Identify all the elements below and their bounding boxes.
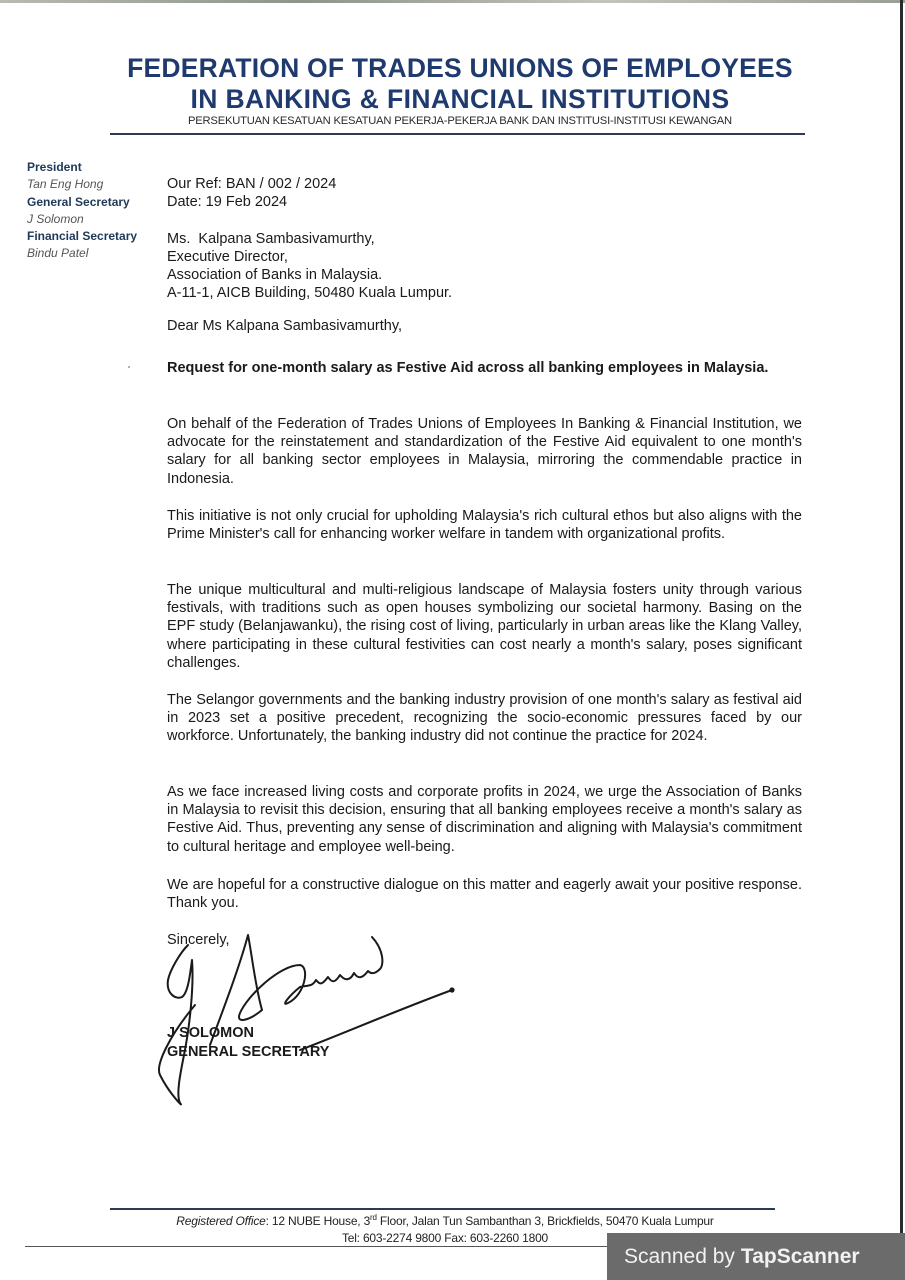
footer-divider (110, 1208, 775, 1210)
recipient-street: A-11-1, AICB Building, 50480 Kuala Lumpur. (167, 285, 453, 301)
reference-block (167, 175, 336, 211)
org-name-line1: FEDERATION OF TRADES UNIONS OF EMPLOYEES (127, 53, 793, 83)
body-paragraph: We are hopeful for a constructive dialogue on this matter and eagerly await your positive response. Thank you. (167, 877, 802, 912)
org-name-line2: IN BANKING & FINANCIAL INSTITUTIONS (190, 84, 730, 114)
recipient-address (167, 230, 452, 302)
signatory-title: GENERAL SECRETARY (167, 1044, 330, 1060)
letterhead-divider (110, 133, 805, 135)
body-paragraph: The unique multicultural and multi-religious landscape of Malaysia fosters unity through various festivals, with traditions such as open houses symbolizing our societal harmony. Basing on the EPF study (Belanjawanku), the rising cost of living, particularly in urban areas like the Klang Valley, where participating in these cultural festivities can cost nearly a month's salary, poses significant challenges. (167, 582, 802, 671)
footer-bottom-divider (25, 1246, 610, 1247)
body-paragraph: The Selangor governments and the banking industry provision of one month's salary as festival aid in 2023 set a positive precedent, recognizing the socio-economic pressures faced by our workforce. Unfortunately, the banking industry did not continue the practice for 2024. (167, 692, 802, 745)
officer-title: General Secretary (27, 194, 130, 209)
registered-office-address: : 12 NUBE House, 3 (265, 1214, 371, 1228)
closing: Sincerely, (167, 932, 230, 948)
officer-name: J Solomon (27, 211, 84, 226)
recipient-organization: Association of Banks in Malaysia. (167, 267, 383, 283)
registered-office-address-rest: Floor, Jalan Tun Sambanthan 3, Brickfields, 50470 Kuala Lumpur (376, 1214, 714, 1228)
contact-numbers: Tel: 603-2274 9800 Fax: 603-2260 1800 (341, 1231, 549, 1245)
salutation: Dear Ms Kalpana Sambasivamurthy, (167, 318, 403, 334)
signature-icon (140, 925, 480, 1115)
letter-date: Date: 19 Feb 2024 (167, 194, 288, 210)
recipient-name: Ms. Kalpana Sambasivamurthy, (167, 231, 375, 247)
officers-list (27, 159, 137, 263)
officer-name: Bindu Patel (27, 246, 89, 261)
subject-line: Request for one-month salary as Festive Aid across all banking employees in Malaysia. (167, 360, 769, 376)
signatory-block (167, 1024, 329, 1062)
org-name-malay: PERSEKUTUAN KESATUAN KESATUAN PEKERJA-PEKERJA BANK DAN INSTITUSI-INSTITUSI KEWANGAN (188, 115, 732, 127)
registered-office (100, 1213, 790, 1228)
watermark-brand: TapScanner (740, 1244, 860, 1268)
watermark-prefix: Scanned by (624, 1244, 735, 1268)
body-paragraph: This initiative is not only crucial for upholding Malaysia's rich cultural ethos but also aligns with the Prime Minister's call for enhancing worker welfare in tandem with organizational profits. (167, 508, 802, 543)
ordinal-suffix: rd (370, 1213, 377, 1222)
registered-office-label: Registered Office (176, 1214, 266, 1228)
scan-edge-top (0, 0, 905, 3)
officer-title: President (27, 160, 82, 174)
officer-name: Tan Eng Hong (27, 177, 104, 192)
signatory-name: J SOLOMON (167, 1025, 255, 1041)
body-paragraph: On behalf of the Federation of Trades Unions of Employees In Banking & Financial Institution, we advocate for the reinstatement and standardization of the Festive Aid equivalent to one month's salary for all banking sector employees in Malaysia, mirroring the commendable practice in Indonesia. (167, 416, 802, 487)
letterhead (100, 52, 820, 128)
our-ref: Our Ref: BAN / 002 / 2024 (167, 176, 337, 192)
scan-speck (128, 366, 130, 368)
scan-edge-right (900, 0, 903, 1235)
officer-title: Financial Secretary (27, 229, 138, 244)
tapscanner-watermark (607, 1233, 905, 1280)
recipient-position: Executive Director, (167, 249, 288, 265)
body-paragraph: As we face increased living costs and corporate profits in 2024, we urge the Association of Banks in Malaysia to revisit this decision, ensuring that all banking employees receive a month's salary as Festive Aid. Thus, preventing any sense of discrimination and aligning with Malaysia's commitment to cultural heritage and employee well-being. (167, 784, 802, 855)
